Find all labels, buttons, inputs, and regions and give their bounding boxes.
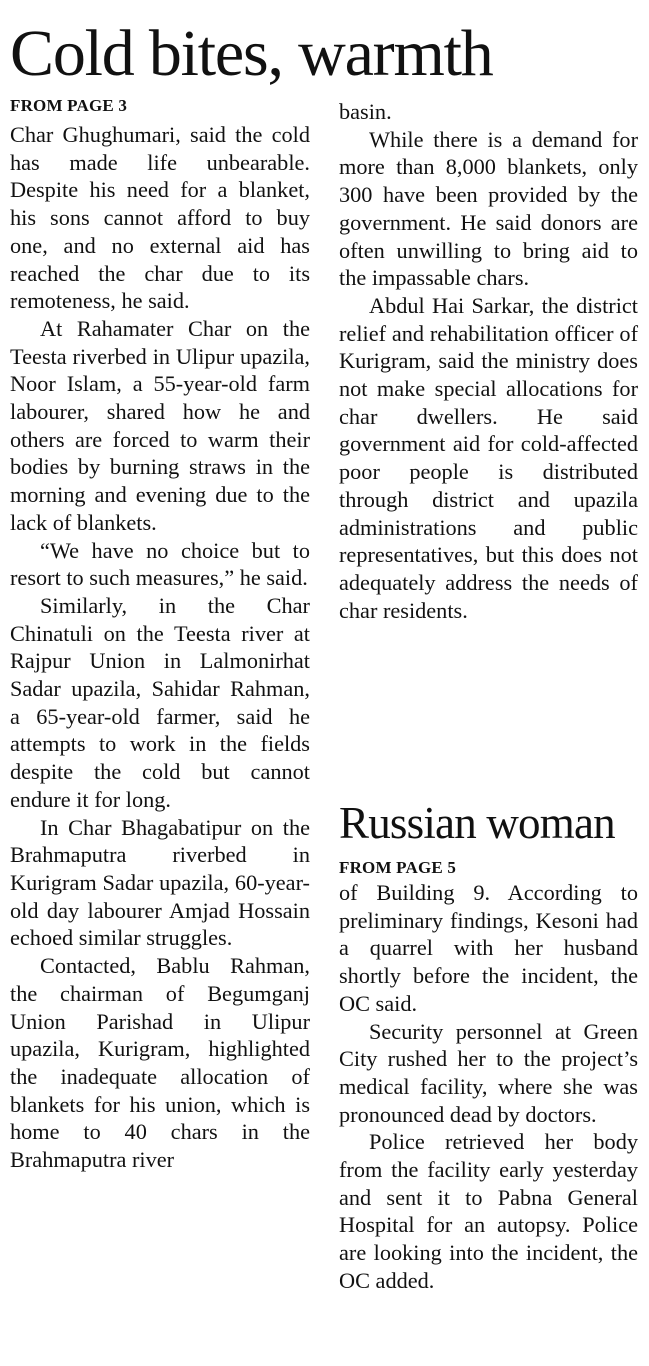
paragraph: At Rahamater Char on the Teesta riverbed in Ulipur upazila, Noor Islam, a 55-year-old farm labourer, shared how he and others are forced to warm their bodies by burning straws in the morning and evening due to the lack of blankets. xyxy=(10,315,310,535)
paragraph: Char Ghughumari, said the cold has made life unbearable. Despite his need for a blanket, his sons cannot afford to buy one, and no external aid has reached the char due to its remoteness, he said. xyxy=(10,122,310,314)
paragraph: Security personnel at Green City rushed her to the project’s medical facility, where she was pronounced dead by doctors. xyxy=(339,1018,638,1127)
story-headline-cold-bites: Cold bites, warmth xyxy=(10,17,493,90)
paragraph: Contacted, Bablu Rahman, the chairman of Begumganj Union Parishad in Ulipur upazila, Kurigram, highlighted the inadequate allocation of blankets for his union, which is home to 40 chars in the Brahmaputra river xyxy=(10,953,310,1173)
story2-body xyxy=(339,879,638,1295)
jump-label-from-page-3: FROM PAGE 3 xyxy=(10,96,128,115)
story-headline-russian-woman: Russian woman xyxy=(339,798,615,848)
paragraph: While there is a demand for more than 8,000 blankets, only 300 have been provided by the government. He said donors are often unwilling to bring aid to the impassable chars. xyxy=(339,126,638,291)
story1-right-body xyxy=(339,98,638,624)
jump-label-from-page-5: FROM PAGE 5 xyxy=(339,858,457,877)
paragraph: basin. xyxy=(339,99,392,124)
paragraph: Similarly, in the Char Chinatuli on the Teesta river at Rajpur Union in Lalmonirhat Sadar upazila, Sahidar Rahman, a 65-year-old farmer, said he attempts to work in the fields despite the cold but cannot endure it for long. xyxy=(10,592,310,812)
paragraph: Police retrieved her body from the facility early yesterday and sent it to Pabna General Hospital for an autopsy. Police are looking into the incident, the OC added. xyxy=(339,1129,638,1293)
paragraph: “We have no choice but to resort to such measures,” he said. xyxy=(10,537,310,591)
story1-left-body xyxy=(10,121,310,1174)
paragraph: In Char Bhagabatipur on the Brahmaputra riverbed in Kurigram Sadar upazila, 60-year-old day labourer Amjad Hossain echoed similar struggles. xyxy=(10,814,310,951)
paragraph: Abdul Hai Sarkar, the district relief and rehabilitation officer of Kurigram, said the ministry does not make special allocations for char dwellers. He said government aid for cold-affected poor people is distributed through district and upazila administrations and public representatives, but this does not adequately address the needs of char residents. xyxy=(339,292,638,623)
paragraph: of Building 9. According to preliminary findings, Kesoni had a quarrel with her husband shortly before the incident, the OC said. xyxy=(339,880,638,1016)
